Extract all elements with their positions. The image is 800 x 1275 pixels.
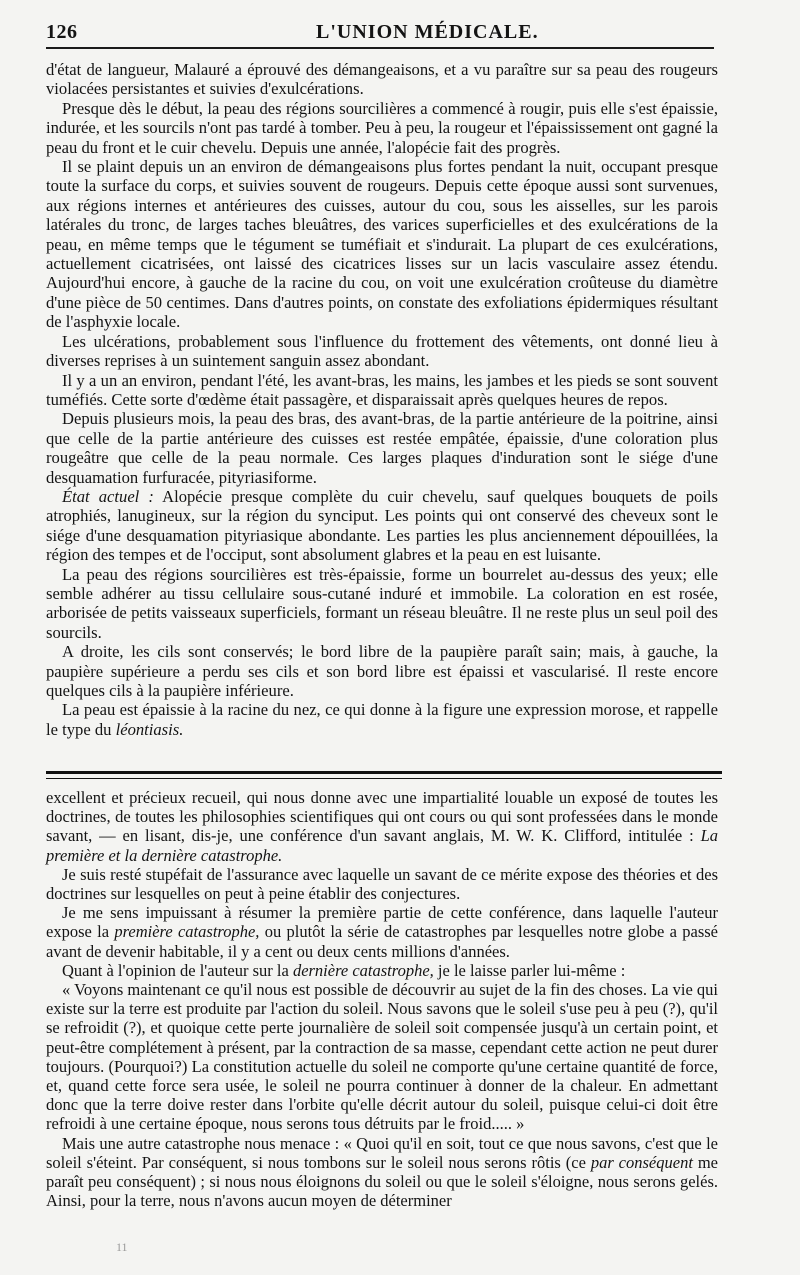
paragraph: Les ulcérations, probablement sous l'influence du frottement des vêtements, ont donné lieu à diverses reprises à un suintement sanguin assez abondant. bbox=[46, 331, 718, 371]
italic-term: première catastrophe, bbox=[114, 922, 260, 942]
page-number: 126 bbox=[46, 21, 78, 43]
section-divider bbox=[46, 771, 722, 774]
feuilleton-column bbox=[46, 788, 718, 1210]
paragraph: État actuel : Alopécie presque complète du cuir chevelu, sauf quelques bouquets de poils atrophiés, lanugineux, sur la région du synciput. Les points qui ont conservé des cheveux sont le siége d'une desquamation pityriasique abondante. Les parties les plus anciennement dépouillées, la région des tempes et de l'occiput, sont absolument glabres et la peau en est luisante. bbox=[46, 486, 718, 565]
paragraph: Presque dès le début, la peau des régions sourcilières a commencé à rougir, puis elle s'est épaissie, indurée, et les sourcils n'ont pas tardé à tomber. Peu à peu, la rougeur et l'épaississement ont gagné la peau du front et le cuir chevelu. Depuis une année, l'alopécie fait des progrès. bbox=[46, 98, 718, 157]
italic-term: par conséquent bbox=[590, 1152, 693, 1172]
header-rule bbox=[46, 47, 714, 49]
italic-term: dernière catastrophe, bbox=[292, 960, 434, 980]
section-divider-thin bbox=[46, 778, 722, 779]
footer-mark: 11 bbox=[116, 1240, 128, 1254]
paragraph: Je me sens impuissant à résumer la première partie de cette conférence, dans laquelle l'auteur expose la première catastrophe, ou plutôt la série de catastrophes par lesquelles notre globe a passé avant de devenir habitable, il y a cent ou deux cents millions d'années. bbox=[46, 903, 719, 961]
paragraph: Mais une autre catastrophe nous menace : « Quoi qu'il en soit, tout ce que nous savons, c'est que le soleil s'éteint. Par conséquent, si nous tombons sur le soleil nous serons rôtis (ce par conséquent me paraît peu conséquent) ; si nous nous éloignons du soleil ou que le soleil s'éloigne, nous serons gelés. Ainsi, pour la terre, nous n'avons aucun moyen de déterminer bbox=[46, 1133, 718, 1211]
paragraph: d'état de langueur, Malauré a éprouvé des démangeaisons, et a vu paraître sur sa peau des rougeurs violacées persistantes et suivies d'exulcérations. bbox=[46, 60, 718, 99]
italic-term: léontiasis. bbox=[115, 719, 184, 739]
paragraph: excellent et précieux recueil, qui nous donne avec une impartialité louable un exposé de toutes les doctrines, de toutes les philosophies scientifiques qui ont cours ou qui sont professées dans le monde savant, — en lisant, dis-je, une conférence d'un savant anglais, M. W. K. Clifford, intitulée : La première et la dernière catastrophe. bbox=[46, 788, 718, 865]
quotation: « Voyons maintenant ce qu'il nous est possible de découvrir au sujet de la fin des choses. La vie qui existe sur la terre est produite par l'action du soleil. Nous savons que le soleil s'use peu à peu (?), qu'il se refroidit (?), et quoique cette perte journalière de soleil soit compensée jusqu'à un certain point, et peut-être complétement à présent, par la contraction de sa masse, cependant cette action ne peut durer toujours. (Pourquoi?) La constitution actuelle du soleil ne comporte qu'une certaine quantité de force, et, quand cette force sera usée, le soleil ne pourra continuer à donner de la chaleur. En admettant donc que la terre doive rester dans l'orbite qu'elle décrit autour du soleil, puisque celui-ci doit être refroidi à une certaine époque, nous serons tous détruits par le froid..... » bbox=[46, 980, 718, 1134]
paragraph: Il se plaint depuis un an environ de démangeaisons plus fortes pendant la nuit, occupant presque toute la surface du corps, et suivies souvent de rougeurs. Depuis cette époque aussi sont survenues, aux régions internes et antérieures des cuisses, autour du cou, sous les aisselles, sur les parois latérales du tronc, de larges taches bleuâtres, des varices superficielles et des exulcérations de la peau, en même temps que le tégument se tuméfiait et s'indurait. La plupart de ces exulcérations, actuellement cicatrisées, ont laissé des cicatrices lisses sur un lacis vasculaire assez étendu. Aujourd'hui encore, à gauche de la racine du cou, on voit une exulcération croûteuse du diamètre d'une pièce de 50 centimes. Dans d'autres points, on constate des exfoliations épidermiques résultant de l'asphyxie locale. bbox=[46, 157, 718, 332]
paragraph: Depuis plusieurs mois, la peau des bras, des avant-bras, de la partie antérieure de la poitrine, ainsi que celle de la partie antérieure des cuisses est restée empâtée, épaissie, d'une coloration plus rougeâtre que celle de la peau normale. Ces larges plaques d'induration sont le siége d'une desquamation furfuracée, pityriasiforme. bbox=[46, 409, 718, 487]
conference-title: La première et la dernière catastrophe. bbox=[46, 826, 718, 865]
paragraph: Je suis resté stupéfait de l'assurance avec laquelle un savant de ce mérite expose des théories et des doctrines sur lesquelles on peut à peine établir des conjectures. bbox=[46, 864, 718, 904]
case-report-column bbox=[46, 60, 718, 739]
paragraph: La peau est épaissie à la racine du nez, ce qui donne à la figure une expression morose, et rappelle le type du léontiasis. bbox=[46, 700, 718, 739]
page-header bbox=[46, 21, 716, 45]
paragraph: Quant à l'opinion de l'auteur sur la dernière catastrophe, je le laisse parler lui-même : bbox=[62, 960, 626, 980]
paragraph: A droite, les cils sont conservés; le bord libre de la paupière paraît sain; mais, à gauche, la paupière supérieure a perdu ses cils et son bord libre est épaissi et vascularisé. Il reste encore quelques cils à la paupière inférieure. bbox=[46, 642, 718, 700]
page-footer bbox=[46, 1238, 718, 1258]
running-head: L'UNION MÉDICALE. bbox=[316, 21, 539, 43]
paragraph: Il y a un an environ, pendant l'été, les avant-bras, les mains, les jambes et les pieds se sont souvent tuméfiés. Cette sorte d'œdème était passagère, et disparaissait après quelques heures de repos. bbox=[46, 370, 718, 409]
paragraph: La peau des régions sourcilières est très-épaissie, forme un bourrelet au-dessus des yeux; elle semble adhérer au tissu cellulaire sous-cutané induré et immobile. La coloration en est rosée, arborisée de petits vaisseaux superficiels, formant un réseau bleuâtre. Il ne reste plus un seul poil des sourcils. bbox=[46, 564, 718, 642]
section-lead: État actuel : bbox=[62, 486, 154, 506]
